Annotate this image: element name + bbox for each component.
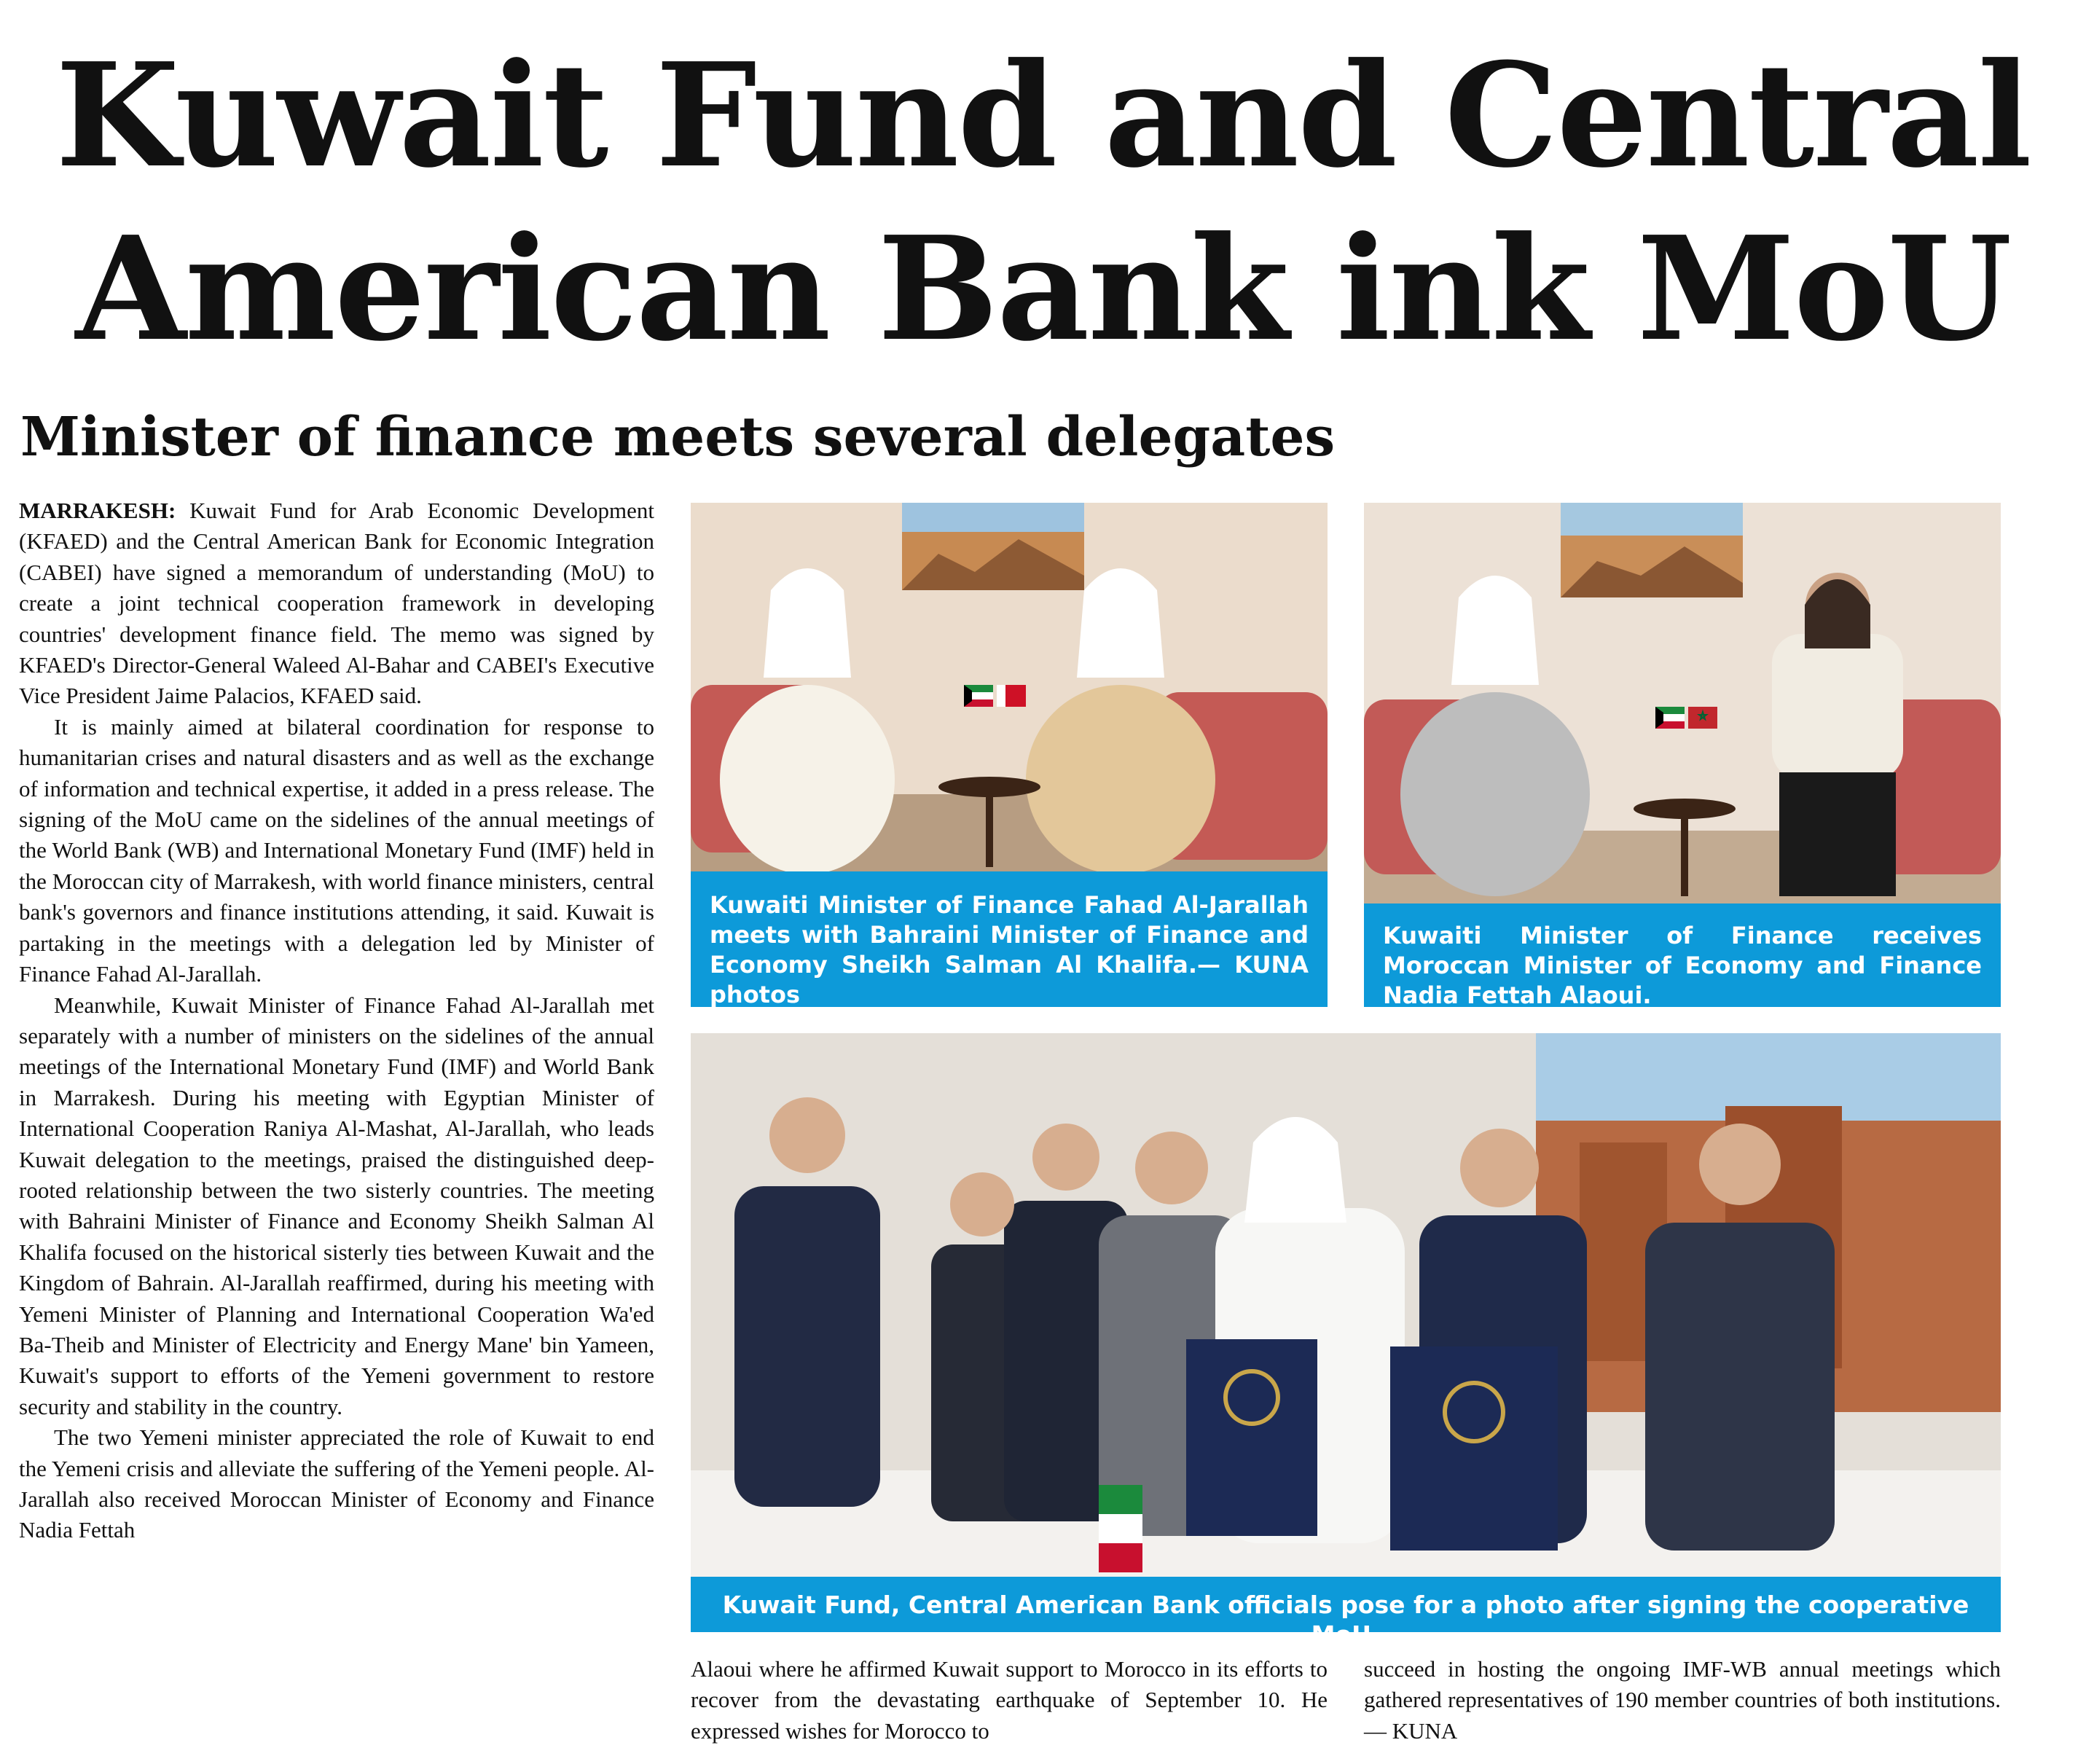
- morocco-flag-icon: [1688, 707, 1717, 729]
- headline-line-1: Kuwait Fund and Central: [55, 32, 2031, 200]
- photo-meeting-morocco: [1364, 503, 2001, 903]
- photo-caption-3: Kuwait Fund, Central American Bank officials pose for a photo after signing the cooperative MoU.: [691, 1577, 2001, 1632]
- article-column-2: [691, 1654, 1328, 1747]
- article-paragraph-2: It is mainly aimed at bilateral coordination for response to humanitarian crises and natural disasters and as well as the exchange of information and technical expertise, it added in a press release. The signing of the MoU came on the sidelines of the annual meetings of the World Bank (WB) and International Monetary Fund (IMF) held in the Moroccan city of Marrakesh, with world finance ministers, central bank's governors and finance institutions attending, it said. Kuwait is partaking in the meetings with a delegation led by Minister of Finance Fahad Al-Jarallah.: [19, 713, 654, 987]
- kuwait-flag-icon: [1099, 1485, 1142, 1572]
- article-paragraph-6: succeed in hosting the ongoing IMF-WB annual meetings which gathered representatives of 190 member countries of both institutions. — KUNA: [1364, 1656, 2001, 1744]
- article-paragraph-5: Alaoui where he affirmed Kuwait support to Morocco in its efforts to recover from the devastating earthquake of September 10. He expressed wishes for Morocco to: [691, 1656, 1328, 1744]
- article-paragraph-4: The two Yemeni minister appreciated the role of Kuwait to end the Yemeni crisis and alleviate the suffering of the Yemeni people. Al-Jarallah also received Moroccan Minister of Economy and Finance Nadia Fettah: [19, 1424, 654, 1543]
- photo-caption-2: Kuwaiti Minister of Finance receives Moroccan Minister of Economy and Finance Nadia Fettah Alaoui.: [1364, 903, 2001, 1007]
- photo-group-signing: [691, 1033, 2001, 1577]
- headline-line-2: American Bank ink MoU: [75, 205, 2011, 373]
- dateline: MARRAKESH:: [19, 498, 176, 523]
- headline: [29, 29, 2057, 376]
- paragraph-1-text: Kuwait Fund for Arab Economic Development (KFAED) and the Central American Bank for Economic Integration (CABEI) have signed a memorandum of understanding (MoU) to create a joint technical cooperation framework in developing countries' development finance field. The memo was signed by KFAED's Director-General Waleed Al-Bahar and CABEI's Executive Vice President Jaime Palacios, KFAED said.: [19, 498, 655, 709]
- kuwait-flag-icon: [964, 685, 993, 707]
- article-column-3: [1364, 1654, 2001, 1747]
- photo-group-signing-icon: [691, 1033, 2001, 1577]
- article-paragraph-1: [19, 495, 654, 712]
- photo-ministers-meeting-icon: [691, 503, 1328, 871]
- photo-meeting-bahrain: [691, 503, 1328, 871]
- subheadline: Minister of finance meets several delegates: [20, 406, 1336, 469]
- article-column-1: [19, 495, 654, 1546]
- photo-ministers-meeting-icon: [1364, 503, 2001, 903]
- bahrain-flag-icon: [997, 685, 1026, 707]
- article-paragraph-3: Meanwhile, Kuwait Minister of Finance Fahad Al-Jarallah met separately with a number of ministers on the sidelines of the annual meetings of the International Monetary Fund (IMF) and World Bank in Marrakesh. During his meeting with Egyptian Minister of International Cooperation Raniya Al-Mashat, Al-Jarallah, who leads Kuwait delegation to the meetings, praised the distinguished deep-rooted relationship between the two sisterly countries. The meeting with Bahraini Minister of Finance and Economy Sheikh Salman Al Khalifa focused on the historical sisterly ties between Kuwait and the Kingdom of Bahrain. Al-Jarallah reaffirmed, during his meeting with Yemeni Minister of Planning and International Cooperation Wa'ed Ba-Theib and Minister of Electricity and Energy Mane' bin Yameen, Kuwait's support to efforts of the Yemeni government to restore security and stability in the country.: [19, 992, 654, 1419]
- kuwait-flag-icon: [1655, 707, 1685, 729]
- photo-caption-1: Kuwaiti Minister of Finance Fahad Al-Jarallah meets with Bahraini Minister of Finance and Economy Sheikh Salman Al Khalifa.— KUNA photos: [691, 871, 1328, 1007]
